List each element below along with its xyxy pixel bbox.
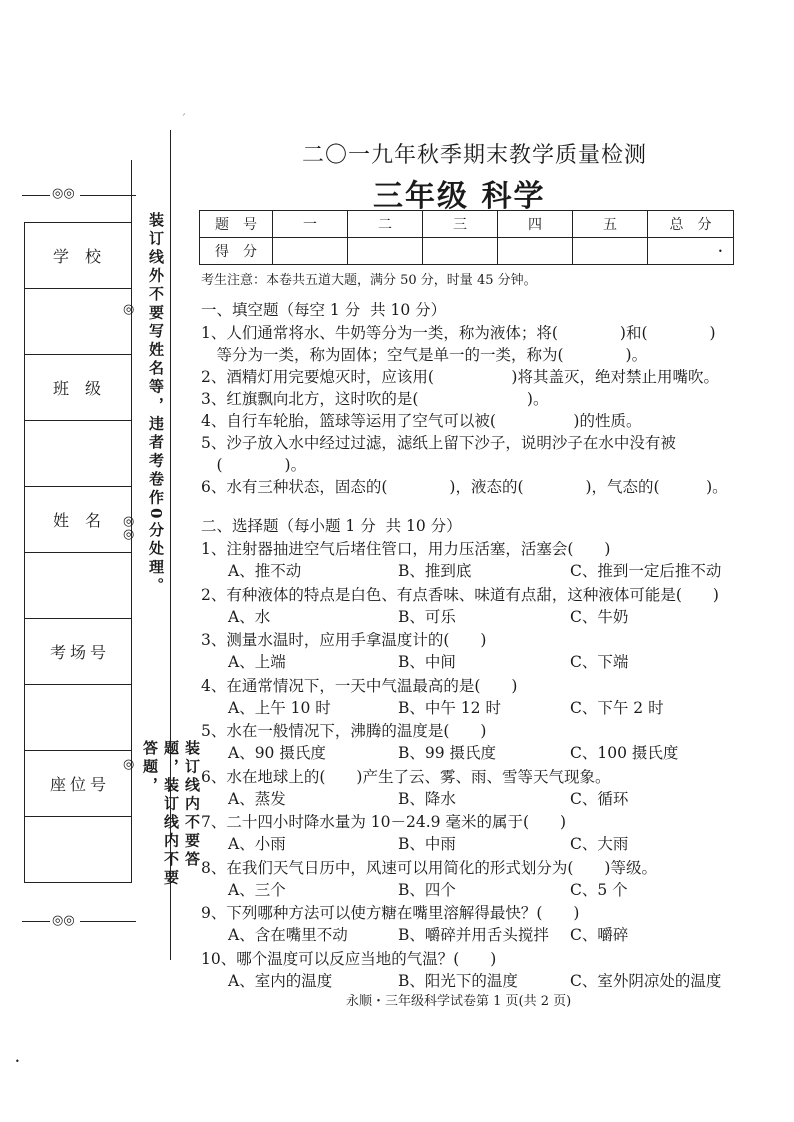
choice-option-a[interactable]: A、上端	[228, 653, 286, 671]
scan-mark: ˊ	[181, 114, 186, 125]
choice-question: 2、有种液体的特点是白色、有点香味、味道有点甜，这种液体可能是( )	[201, 585, 719, 604]
choice-option-c[interactable]: C、100 摄氏度	[570, 744, 679, 762]
score-cell[interactable]	[648, 238, 734, 265]
score-table	[199, 210, 734, 265]
fill-question: 1、人们通常将水、牛奶等分为一类，称为液体；将( )和( )	[201, 324, 716, 342]
choice-question: 10、哪个温度可以反应当地的气温？( )	[201, 949, 497, 968]
section2-heading: 二、选择题（每小题 1 分 共 10 分）	[201, 517, 462, 535]
ornament-top: ◎◎	[52, 186, 75, 201]
choice-option-c[interactable]: C、推到一定后推不动	[570, 562, 722, 580]
binding-warning-outer: 装订线外不要写姓名等，违者考卷作0分处理。	[147, 212, 165, 596]
scan-dot: •	[15, 1057, 20, 1066]
school-field[interactable]	[25, 289, 135, 355]
fill-question: 2、酒精灯用完要熄灭时，应该用( )将其盖灭，绝对禁止用嘴吹。	[201, 368, 719, 386]
choice-option-c[interactable]: C、嚼碎	[570, 926, 629, 944]
binding-line	[131, 548, 132, 738]
choice-option-b[interactable]: B、中间	[398, 653, 456, 671]
choice-option-b[interactable]: B、中午 12 时	[398, 698, 501, 717]
choice-option-c[interactable]: C、下端	[570, 653, 629, 671]
section1-heading: 一、填空题（每空 1 分 共 10 分）	[201, 301, 447, 319]
ornament-line	[80, 195, 136, 196]
choice-option-a[interactable]: A、水	[228, 607, 271, 626]
fill-question: 等分为一类，称为固体；空气是单一的一类，称为( )。	[201, 346, 648, 364]
exam-room-field[interactable]	[25, 685, 132, 751]
score-header-cell: 三	[423, 211, 498, 238]
exam-room-label: 考场号	[25, 619, 132, 685]
choice-question: 1、注射器抽进空气后堵住管口，用力压活塞，活塞会( )	[201, 540, 611, 558]
choice-option-b[interactable]: B、推到底	[398, 562, 472, 580]
score-header-cell: 题 号	[200, 211, 273, 238]
score-header-cell: 四	[498, 211, 573, 238]
choice-option-c[interactable]: C、大雨	[570, 835, 629, 853]
binding-warning-inner: 装订线内不要答题，装订线内不要答题，	[141, 740, 201, 888]
name-field[interactable]	[25, 553, 132, 619]
exam-title: 二〇一九年秋季期末教学质量检测	[302, 143, 648, 168]
choice-option-b[interactable]: B、中雨	[398, 835, 456, 853]
class-field[interactable]	[25, 421, 132, 487]
choice-option-c[interactable]: C、循环	[570, 789, 629, 808]
choice-question: 9、下列哪种方法可以使方糖在嘴里溶解得最快？( )	[201, 904, 580, 922]
fill-question: 3、红旗飘向北方，这时吹的是( )。	[201, 390, 549, 408]
choice-option-c[interactable]: C、室外阴凉处的温度	[570, 971, 722, 990]
score-cell[interactable]	[273, 238, 348, 265]
seat-number-field[interactable]	[25, 817, 132, 883]
binding-circle: ◎	[123, 302, 135, 317]
ornament-line	[22, 195, 50, 196]
binding-line	[131, 160, 132, 290]
binding-circle: ◎	[123, 527, 135, 542]
choice-question: 5、水在一般情况下，沸腾的温度是( )	[201, 722, 487, 740]
score-header-cell: 二	[348, 211, 423, 238]
choice-option-c[interactable]: C、5 个	[570, 880, 628, 899]
score-cell[interactable]	[348, 238, 423, 265]
name-label: 姓名	[25, 487, 132, 553]
binding-line	[131, 780, 132, 860]
choice-option-b[interactable]: B、四个	[398, 880, 456, 899]
binding-circle: ◎	[123, 757, 135, 772]
class-label: 班级	[25, 355, 132, 421]
choice-option-b[interactable]: B、降水	[398, 789, 456, 808]
score-header-cell: 五	[573, 211, 648, 238]
fill-question: 4、自行车轮胎，篮球等运用了空气可以被( )的性质。	[201, 412, 642, 430]
page-footer: 永顺・三年级科学试卷第 1 页(共 2 页)	[346, 994, 572, 1009]
choice-question: 4、在通常情况下，一天中气温最高的是( )	[201, 676, 518, 695]
choice-option-a[interactable]: A、推不动	[228, 562, 302, 580]
fill-question: 6、水有三种状态，固态的( )，液态的( )，气态的( )。	[201, 478, 728, 496]
choice-option-a[interactable]: A、小雨	[228, 835, 286, 853]
choice-option-b[interactable]: B、阳光下的温度	[398, 971, 518, 990]
score-cell[interactable]	[498, 238, 573, 265]
binding-line	[131, 330, 132, 480]
score-header-cell: 一	[273, 211, 348, 238]
score-row-label: 得 分	[200, 238, 273, 265]
choice-option-c[interactable]: C、下午 2 时	[570, 698, 664, 717]
scan-dot: •	[718, 247, 723, 256]
choice-question: 3、测量水温时，应用手拿温度计的( )	[201, 631, 487, 649]
binding-circle: ◎	[123, 514, 135, 529]
fill-question: 5、沙子放入水中经过过滤，滤纸上留下沙子，说明沙子在水中没有被	[201, 434, 676, 452]
fill-question: ( )。	[201, 456, 307, 474]
score-cell[interactable]	[573, 238, 648, 265]
choice-option-a[interactable]: A、上午 10 时	[228, 698, 331, 717]
ornament-bottom: ◎◎	[52, 913, 75, 928]
score-cell[interactable]	[423, 238, 498, 265]
choice-option-b[interactable]: B、99 摄氏度	[398, 744, 497, 762]
seat-number-label: 座位号	[25, 751, 132, 817]
ornament-line	[22, 921, 50, 922]
choice-option-b[interactable]: B、嚼碎并用舌头搅拌	[398, 926, 549, 944]
exam-notice: 考生注意：本卷共五道大题，满分 50 分，时量 45 分钟。	[201, 273, 537, 288]
choice-question: 8、在我们天气日历中，风速可以用简化的形式划分为( )等级。	[201, 858, 657, 877]
choice-option-c[interactable]: C、牛奶	[570, 607, 629, 626]
student-info-table	[24, 222, 135, 883]
choice-option-a[interactable]: A、蒸发	[228, 789, 286, 808]
choice-option-a[interactable]: A、室内的温度	[228, 971, 333, 990]
choice-option-a[interactable]: A、90 摄氏度	[228, 744, 326, 762]
exam-subject: 三年级 科学	[373, 179, 546, 214]
school-label: 学校	[25, 223, 132, 289]
choice-option-a[interactable]: A、三个	[228, 880, 286, 899]
choice-option-a[interactable]: A、含在嘴里不动	[228, 926, 348, 944]
choice-question: 6、水在地球上的( )产生了云、雾、雨、雪等天气现象。	[201, 767, 611, 786]
choice-option-b[interactable]: B、可乐	[398, 607, 456, 626]
score-header-cell: 总 分	[648, 211, 734, 238]
ornament-line	[80, 921, 136, 922]
choice-question: 7、二十四小时降水量为 10－24.9 毫米的属于( )	[201, 813, 567, 831]
